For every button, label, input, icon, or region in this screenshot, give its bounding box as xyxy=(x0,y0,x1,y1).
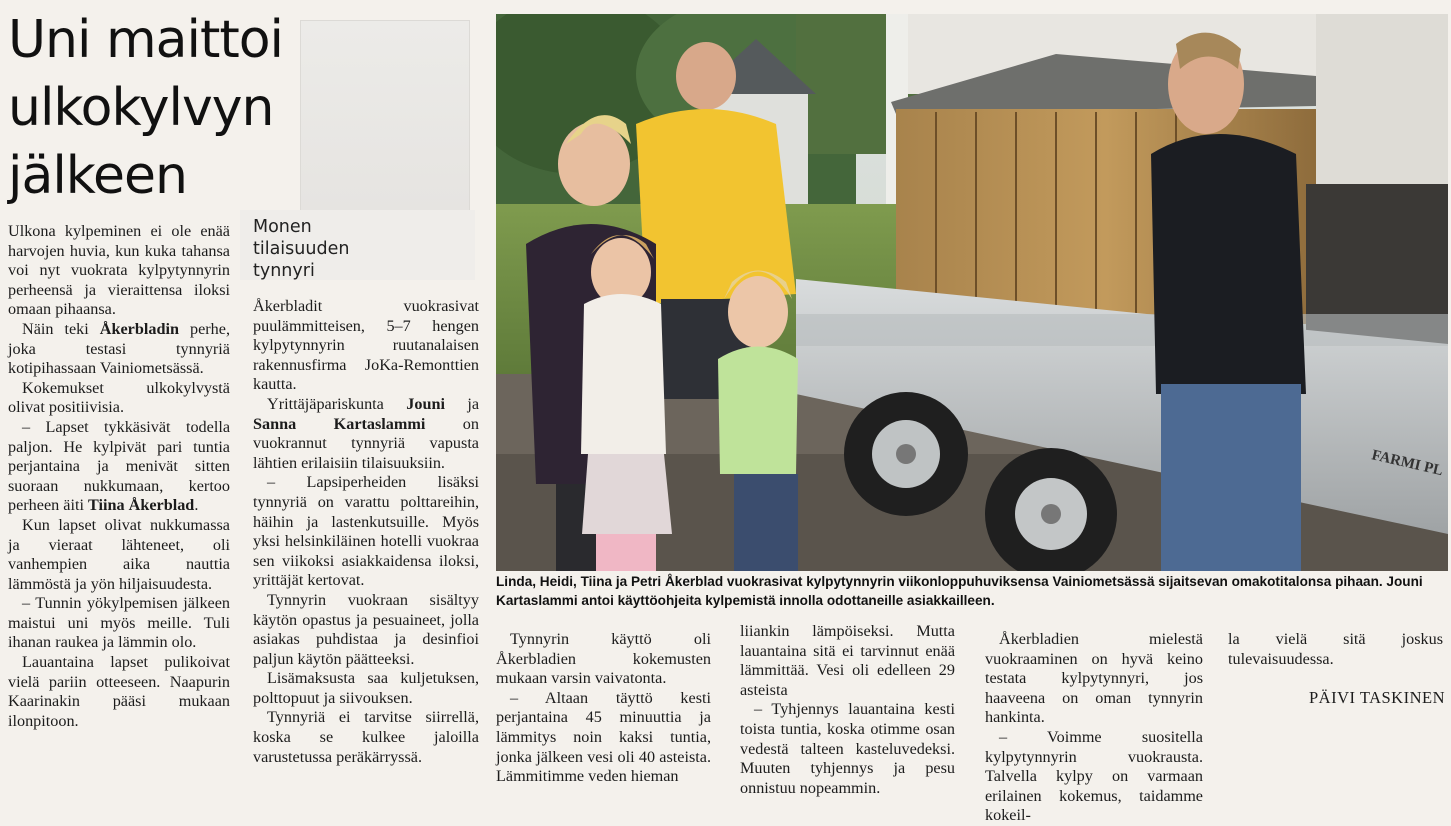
article-column-4 xyxy=(740,622,955,798)
paragraph: la vielä sitä joskus tulevaisuudessa. xyxy=(1228,630,1443,668)
paragraph: Lisämaksusta saa kuljetuksen, polttopuut ja siivouksen. xyxy=(253,669,479,707)
paragraph: Åkerbladit vuokrasivat puulämmitteisen, 5–7 hengen kylpytynnyrin ruutanalaisen rakennusfirma JoKa-Remonttien kautta. xyxy=(253,297,479,394)
article-photo xyxy=(496,14,1448,571)
paragraph: liiankin lämpöiseksi. Mutta lauantaina sitä ei tarvinnut enää lämmittää. Vesi oli edelleen 29 asteista xyxy=(740,622,955,699)
headline-line-3: jälkeen xyxy=(8,146,187,206)
bleed-through-ad xyxy=(300,20,470,212)
headline-line-1: Uni maittoi xyxy=(8,10,283,70)
paragraph: Tynnyrin vuokraan sisältyy käytön opastus ja pesuaineet, jolla asiakas puhdistaa ja desinfioi paljun käytön päätteeksi. xyxy=(253,590,479,668)
article-column-6 xyxy=(1228,630,1443,669)
headline-line-2: ulkokylvyn xyxy=(8,78,274,138)
paragraph: – Tunnin yökylpemisen jälkeen maistui uni myös meille. Tuli ihanan raukea ja lämmin olo. xyxy=(8,594,230,652)
article-column-3 xyxy=(496,630,711,787)
paragraph: – Voimme suositella kylpytynnyrin vuokrausta. Talvella kylpy on varmaan erilainen kokemus, taidamme kokeil- xyxy=(985,727,1203,825)
paragraph: Näin teki Åkerbladin perhe, joka testasi tynnyriä kotipihassaan Vainiometsässä. xyxy=(8,319,230,378)
paragraph: – Altaan täyttö kesti perjantaina 45 minuuttia ja lämmitys noin kaksi tuntia, jonka jälkeen vesi oli 40 asteista. Lämmitimme veden hieman xyxy=(496,688,711,786)
paragraph: Tynnyriä ei tarvitse siirrellä, koska se kulkee jaloilla varustetussa peräkärryssä. xyxy=(253,708,479,766)
article-column-1 xyxy=(8,222,230,731)
paragraph: Yrittäjäpariskunta Jouni ja Sanna Kartaslammi on vuokrannut tynnyriä vapusta lähtien erilaisiin tilaisuuksiin. xyxy=(253,394,480,472)
paragraph: Lauantaina lapset pulikoivat vielä pariin otteeseen. Naapurin Kaarinakin pääsi mukaan ilonpitoon. xyxy=(8,653,230,730)
photo-illustration xyxy=(496,14,1448,571)
author-byline: PÄIVI TASKINEN xyxy=(1309,688,1445,707)
trailer-brand-text: FARMI PL xyxy=(1370,447,1445,480)
paragraph: Åkerbladien mielestä vuokraaminen on hyvä keino testata kylpytynnyri, jos haaveena on oman tynnyrin hankinta. xyxy=(985,630,1203,727)
photo-caption: Linda, Heidi, Tiina ja Petri Åkerblad vuokrasivat kylpytynnyrin viikonloppuhuviksensa Vainiometsässä sijaitsevan omakotitalonsa pihaan. Jouni Kartaslammi antoi käyttöohjeita kylpemistä innolla odottaneille asiakkailleen. xyxy=(496,574,1423,608)
paragraph: – Tyhjennys lauantaina kesti toista tuntia, koska otimme osan vedestä talteen kasteluvedeksi. Muuten tyhjennys ja pesu onnistuu nopeammin. xyxy=(740,700,955,797)
article-subheading: Monen tilaisuuden tynnyri xyxy=(253,217,350,281)
paragraph: Kokemukset ulkokylvystä olivat positiivisia. xyxy=(8,378,230,417)
paragraph: Tynnyrin käyttö oli Åkerbladien kokemusten mukaan varsin vaivatonta. xyxy=(496,630,711,688)
paragraph: – Lapsiperheiden lisäksi tynnyriä on varattu polttareihin, häihin ja lastenkutsuille. Myös yksi helsinkiläinen hotelli vuokraa sen viikoksi asiakkaidensa iloksi, yrittäjät kertovat. xyxy=(253,473,479,590)
paragraph: – Lapset tykkäsivät todella paljon. He kylpivät pari tuntia perjantaina ja menivät sitten suoraan nukkumaan, kertoo perheen äiti Tiina Åkerblad. xyxy=(8,417,230,515)
paragraph: Kun lapset olivat nukkumassa ja vieraat lähteneet, oli vanhempien aika nauttia lämmöstä ja yön hiljaisuudesta. xyxy=(8,515,230,593)
article-column-5 xyxy=(985,630,1203,826)
article-column-2 xyxy=(253,297,479,767)
article-headline xyxy=(8,6,308,210)
paragraph: Ulkona kylpeminen ei ole enää harvojen huvia, kun kuka tahansa voi nyt vuokrata kylpytynnyrin perheensä ja vieraittensa iloksi omaan pihaansa. xyxy=(8,222,230,319)
